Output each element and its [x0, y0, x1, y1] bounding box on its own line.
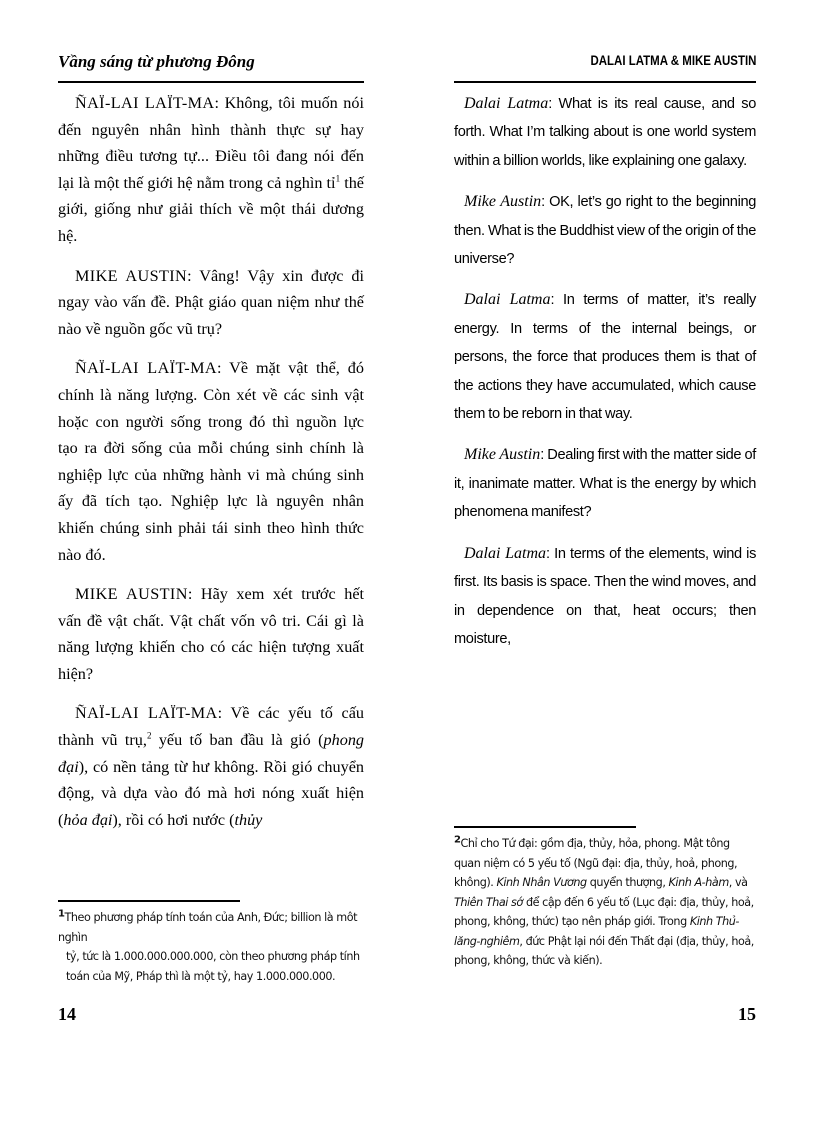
paragraph-text: : In terms of the elements, wind is first. Its basis is space. Then the wind moves, and in dependence on that, heat occurs; then moisture,	[454, 545, 757, 647]
paragraph-text: : In terms of matter, it’s really energy. In terms of the internal beings, or persons, the force that produces them is that of the actions they have accumulated, which cause them to be reborn in that way.	[454, 292, 757, 423]
footnote-text: , đức Phật lại nói đến Thất đại (địa, thủy, hoả, phong, không, thức và kiến).	[454, 934, 754, 967]
paragraph-text: : OK, let’s go right to the beginning then. What is the Buddhist view of the origin of the universe?	[454, 194, 756, 268]
paragraph	[454, 90, 756, 175]
italic-title: Kinh Nhân Vương	[496, 876, 587, 889]
italic-term: thủy	[234, 810, 263, 829]
footnote-number: 2	[454, 834, 461, 846]
paragraph-text: ), rồi có hơi nước (	[112, 810, 235, 829]
italic-term: hỏa đại	[63, 810, 113, 829]
speaker-name: Dalai Latma	[464, 291, 551, 309]
paragraph-text: : Không, tôi muốn nói đến nguyên nhân hình thành thực sự hay những điều tương tự... Điều tôi đang nói đến lại là một thế giới hệ nằm trong cả nghìn tỉ	[58, 94, 364, 192]
speaker-name: MIKE AUSTIN	[75, 266, 188, 285]
footnote-text: quyển thượng,	[586, 876, 669, 889]
paragraph-text: ), có nền tảng từ hư không. Rồi gió chuyển động, và dựa vào đó mà hơi nóng xuất hiện (	[58, 757, 364, 829]
footnote-text: Theo phương pháp tính toán của Anh, Đức; billion là môt nghìn	[58, 911, 358, 944]
paragraph	[58, 90, 364, 250]
footnote-rule-left	[58, 900, 240, 902]
book-authors: DALAI LATMA & MIKE AUSTIN	[589, 52, 756, 68]
footnote-2	[454, 834, 756, 971]
footnote-text: Chỉ cho Tứ đại: gồm địa, thủy, hỏa, phong. Mật tông quan niệm có 5 yếu tố (Ngũ đại: địa, thủy, hoả, phong, không).	[454, 837, 738, 889]
speaker-name: MIKE AUSTIN	[75, 585, 188, 604]
speaker-name: Mike Austin	[464, 446, 541, 464]
speaker-name: Dalai Latma	[464, 95, 549, 112]
running-head-left	[58, 52, 364, 80]
paragraph	[58, 700, 364, 833]
italic-title: Kinh A-hàm	[668, 876, 729, 889]
paragraph	[58, 581, 364, 687]
paragraph	[454, 540, 756, 654]
footnote-text: , và	[728, 876, 748, 889]
paragraph	[58, 263, 364, 343]
footnote-ref[interactable]: 2	[146, 730, 152, 741]
left-page	[58, 0, 364, 1050]
right-page	[454, 0, 756, 1050]
header-rule-left	[58, 81, 364, 83]
speaker-name: ÑAÏ-LAI LAÏT-MA	[75, 359, 217, 378]
speaker-name: Dalai Latma	[464, 544, 547, 562]
italic-title: Kinh Thủ-lăng-nghiêm	[454, 915, 740, 948]
footnote-1	[58, 908, 364, 986]
paragraph	[454, 286, 756, 428]
paragraph	[454, 441, 756, 526]
paragraph-text: : What is its real cause, and so forth. What I’m talking about is one world system within a billion worlds, like explaining one galaxy.	[454, 96, 756, 169]
footnote-number: 1	[58, 908, 65, 920]
running-head-right	[454, 52, 756, 80]
italic-title: Thiên Thai sớ	[454, 895, 523, 909]
paragraph-text: : Về mặt vật thể, đó chính là năng lượng. Còn xét về các sinh vật hoặc con người sống trong đó thì nguồn lực tạo ra đời sống của mỗi chúng sinh chính là nghiệp lực của những hành vi mà chúng sinh ấy đã tích tạo. Nghiệp lực là nguyên nhân khiến chúng sinh phải tái sinh theo hình thức nào đó.	[58, 359, 364, 564]
footnote-ref[interactable]: 1	[335, 173, 341, 184]
right-body-text	[454, 90, 756, 666]
paragraph-text: : Dealing first with the matter side of it, inanimate matter. What is the energy by which phenomena manifest?	[454, 447, 757, 521]
page-number-left: 14	[58, 1004, 76, 1024]
speaker-name: ÑAÏ-LAI LAÏT-MA	[75, 704, 218, 723]
paragraph	[58, 355, 364, 568]
paragraph	[454, 188, 756, 273]
paragraph-text: : Về các yếu tố cấu thành vũ trụ,	[58, 704, 364, 750]
paragraph-text: yếu tố ban đầu là gió (	[151, 731, 324, 750]
book-title: Vầng sáng từ phương Đông	[58, 52, 255, 71]
italic-term: phong đại	[58, 731, 364, 776]
footnote-text: để cập đến 6 yếu tố (Lục đại: địa, thủy, hoả, phong, không, thức) tạo nên pháp giới. Trong	[454, 895, 754, 928]
speaker-name: Mike Austin	[464, 193, 542, 211]
paragraph-text: : Hãy xem xét trước hết vấn đề vật chất. Vật chất vốn vô tri. Cái gì là năng lượng khiến cho có các hiện tượng xuất hiện?	[58, 585, 364, 683]
footnote-rule-right	[454, 826, 636, 828]
footnote-text: tỷ, tức là 1.000.000.000.000, còn theo phương pháp tính toán của Mỹ, Pháp thì là một tỷ, hay 1.000.000.000.	[66, 950, 360, 983]
header-rule-right	[454, 81, 756, 83]
left-body-text	[58, 90, 364, 846]
speaker-name: ÑAÏ-LAI LAÏT-MA	[75, 94, 215, 112]
paragraph-text: : Vâng! Vậy xin được đi ngay vào vấn đề. Phật giáo quan niệm như thế nào về nguồn gốc vũ trụ?	[58, 266, 364, 338]
paragraph-text: thế giới, giống như giải thích về một thái dương hệ.	[58, 173, 364, 245]
page-number-right: 15	[738, 1004, 756, 1024]
